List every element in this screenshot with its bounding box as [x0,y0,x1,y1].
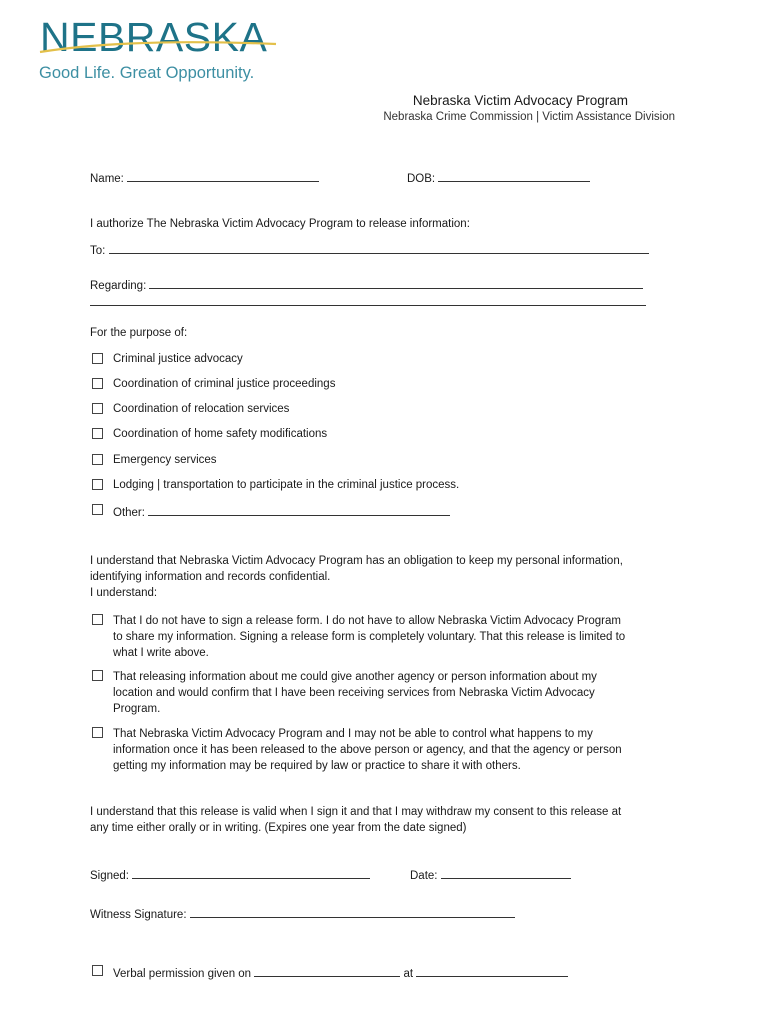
understand-line: to share my information. Signing a release form is completely voluntary. That this release is limited to [113,631,626,643]
other-label: Other: [113,507,145,519]
other-blank[interactable] [148,504,450,516]
confidentiality-statement [90,553,623,601]
witness-blank[interactable] [190,906,515,918]
date-label: Date: [410,870,438,882]
at-label: at [403,968,414,980]
to-label: To: [90,245,106,257]
checkbox-emergency-services[interactable] [92,454,103,465]
validity-line: I understand that this release is valid when I sign it and that I may withdraw my consent to this release at [90,806,622,818]
purpose-item-label: Coordination of relocation services [113,403,290,415]
signed-label: Signed: [90,870,130,882]
signed-field[interactable] [90,867,370,882]
checkbox-relocation-services[interactable] [92,403,103,414]
dob-label: DOB: [407,173,436,185]
checkbox-other[interactable] [92,504,103,515]
understand-line: That releasing information about me could give another agency or person information about my [113,671,597,683]
dob-field[interactable] [407,170,590,185]
checkbox-understand-control[interactable] [92,727,103,738]
understand-item-location [113,669,688,717]
purpose-item-label: Coordination of home safety modifications [113,428,328,440]
purpose-item-label: Lodging | transportation to participate in the criminal justice process. [113,479,460,491]
confidentiality-line: identifying information and records confidential. [90,571,331,583]
logo-wordmark: NEBRASKA [40,14,268,60]
regarding-label: Regarding: [90,280,147,292]
purpose-item-label: Criminal justice advocacy [113,353,243,365]
understand-line: getting my information may be required by law or practice to share it with others. [113,760,521,772]
understand-line: what I write above. [113,647,209,659]
verbal-at-blank[interactable] [416,965,568,977]
to-field[interactable] [90,242,649,257]
name-field[interactable] [90,170,319,185]
understand-line: That I do not have to sign a release form. I do not have to allow Nebraska Victim Advocacy Program [113,615,621,627]
checkbox-understand-location[interactable] [92,670,103,681]
witness-signature-field[interactable] [90,906,515,921]
logo-tagline: Good Life. Great Opportunity. [39,64,255,82]
understand-line: Program. [113,703,161,715]
date-field[interactable] [410,867,571,882]
confidentiality-line: I understand that Nebraska Victim Advocacy Program has an obligation to keep my personal information, [90,555,623,567]
understand-item-voluntary [113,613,688,661]
regarding-field[interactable] [90,277,643,292]
verbal-permission-field[interactable] [113,965,568,980]
program-subtitle: Nebraska Crime Commission | Victim Assistance Division [383,111,675,123]
i-understand-label: I understand: [90,587,158,599]
verbal-date-blank[interactable] [254,965,400,977]
signed-blank[interactable] [132,867,370,879]
nebraska-logo [38,14,278,86]
checkbox-criminal-justice-advocacy[interactable] [92,353,103,364]
regarding-field-line2[interactable] [90,294,646,309]
program-title: Nebraska Victim Advocacy Program [412,93,628,108]
date-blank[interactable] [441,867,571,879]
understand-item-control [113,726,688,774]
purpose-item-label: Coordination of criminal justice proceedings [113,378,336,390]
understand-line: information once it has been released to the above person or agency, and that the agency or person [113,744,622,756]
other-field[interactable] [113,504,450,519]
name-label: Name: [90,173,124,185]
verbal-label: Verbal permission given on [113,968,252,980]
checkbox-home-safety[interactable] [92,428,103,439]
validity-line: any time either orally or in writing. (Expires one year from the date signed) [90,822,467,834]
validity-statement [90,804,621,836]
checkbox-coordination-proceedings[interactable] [92,378,103,389]
purpose-heading: For the purpose of: [90,327,188,339]
to-blank[interactable] [109,242,649,254]
checkbox-lodging-transportation[interactable] [92,479,103,490]
name-blank[interactable] [127,170,319,182]
purpose-item-label: Emergency services [113,454,217,466]
authorize-statement: I authorize The Nebraska Victim Advocacy Program to release information: [90,218,470,230]
checkbox-understand-voluntary[interactable] [92,614,103,625]
understand-line: location and would confirm that I have been receiving services from Nebraska Victim Advocacy [113,687,595,699]
witness-label: Witness Signature: [90,909,187,921]
regarding-blank-2[interactable] [90,294,646,306]
checkbox-verbal-permission[interactable] [92,965,103,976]
understand-line: That Nebraska Victim Advocacy Program and I may not be able to control what happens to my [113,728,593,740]
regarding-blank[interactable] [149,277,643,289]
logo-swoosh-icon [38,36,278,56]
dob-blank[interactable] [438,170,590,182]
